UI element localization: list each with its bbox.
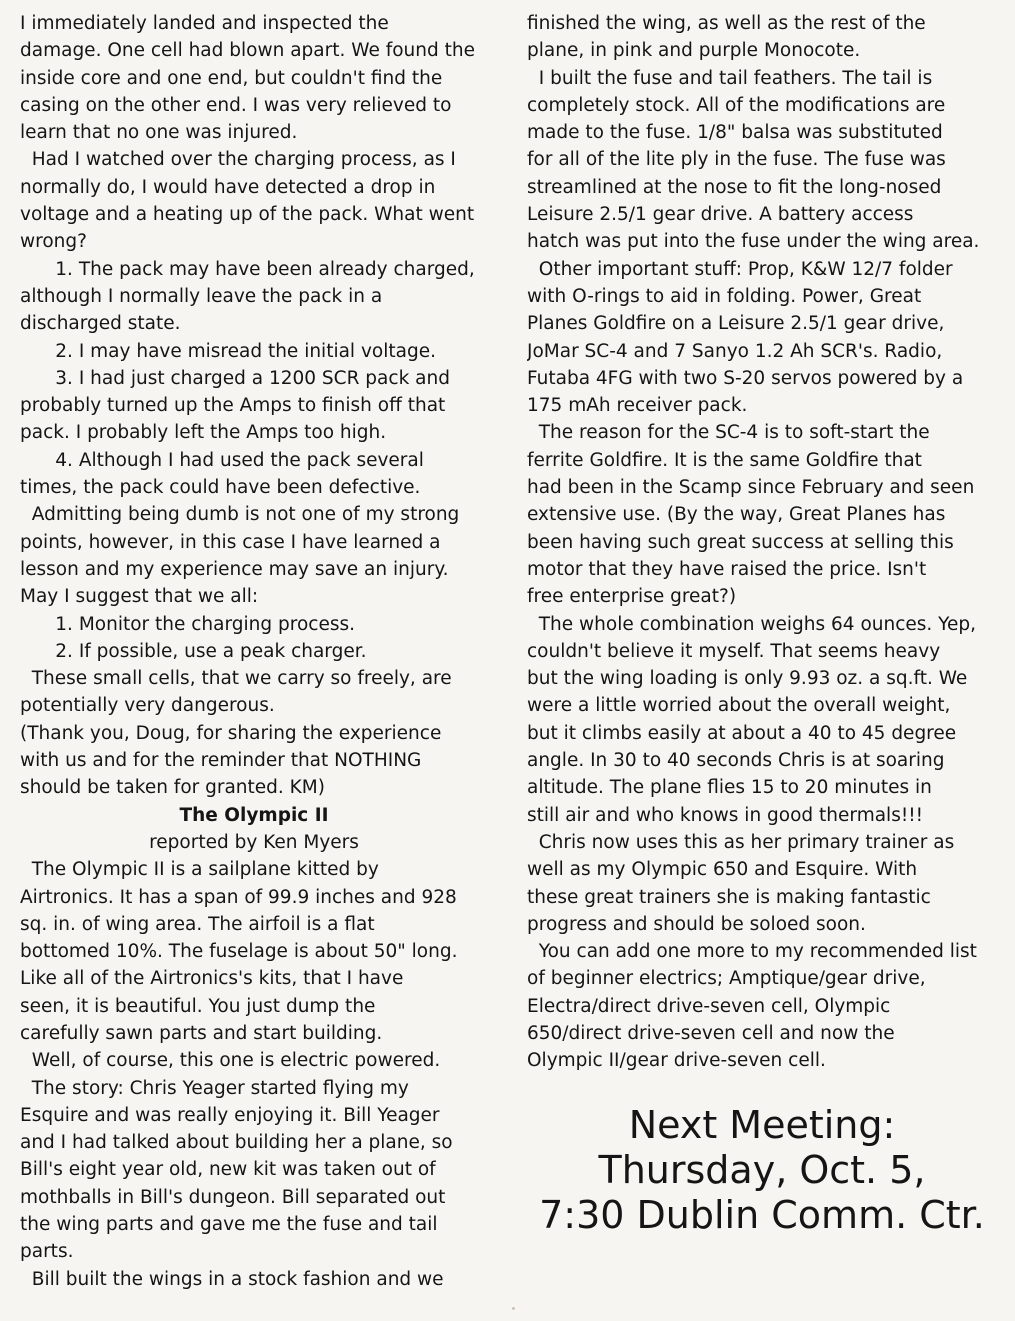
text-line: Futaba 4FG with two S-20 servos powered by a	[527, 367, 964, 389]
text-line: potentially very dangerous.	[20, 695, 275, 717]
text-line: angle. In 30 to 40 seconds Chris is at soaring	[527, 750, 945, 772]
text-line: 650/direct drive-seven cell and now the	[527, 1022, 895, 1044]
text-line: lesson and my experience may save an injury.	[20, 558, 449, 580]
article-byline: reported by Ken Myers	[149, 831, 359, 853]
text-line: 1. The pack may have been already charged,	[20, 258, 475, 280]
text-line: Like all of the Airtronics's kits, that I have	[20, 968, 404, 990]
text-line: (Thank you, Doug, for sharing the experience	[20, 722, 442, 744]
text-line: couldn't believe it myself. That seems heavy	[527, 640, 941, 662]
text-line: The story: Chris Yeager started flying my	[20, 1077, 409, 1099]
text-line: completely stock. All of the modifications are	[527, 94, 946, 116]
text-line: of beginner electrics; Amptique/gear drive,	[527, 968, 926, 990]
text-line: extensive use. (By the way, Great Planes has	[527, 504, 946, 526]
paper-speck	[512, 1307, 515, 1310]
notice-heading: Next Meeting:	[628, 1103, 896, 1147]
text-line: normally do, I would have detected a drop in	[20, 176, 436, 198]
text-line: the wing parts and gave me the fuse and tail	[20, 1214, 438, 1236]
text-line: probably turned up the Amps to finish off that	[20, 395, 446, 417]
text-line: Had I watched over the charging process, as I	[20, 149, 456, 171]
text-line: Airtronics. It has a span of 99.9 inches and 928	[20, 886, 457, 908]
text-line: sq. in. of wing area. The airfoil is a flat	[20, 913, 375, 935]
text-line: but it climbs easily at about a 40 to 45 degree	[527, 722, 957, 744]
text-line: The Olympic II is a sailplane kitted by	[20, 859, 379, 881]
text-line: finished the wing, as well as the rest of the	[527, 13, 926, 34]
notice-location: 7:30 Dublin Comm. Ctr.	[539, 1193, 985, 1237]
text-line: 4. Although I had used the pack several	[20, 449, 424, 471]
text-line: 1. Monitor the charging process.	[20, 613, 355, 635]
text-line: 2. I may have misread the initial voltage.	[20, 340, 436, 362]
text-line: Well, of course, this one is electric powered.	[20, 1050, 441, 1072]
text-line: these great trainers she is making fantastic	[527, 886, 931, 908]
text-line: hatch was put into the fuse under the wing area.	[527, 231, 980, 253]
text-line: I immediately landed and inspected the	[20, 13, 389, 34]
text-line: Esquire and was really enjoying it. Bill Yeager	[20, 1104, 440, 1126]
text-line: seen, it is beautiful. You just dump the	[20, 995, 376, 1017]
text-line: learn that no one was injured.	[20, 122, 298, 144]
text-line: discharged state.	[20, 313, 181, 335]
text-line: for all of the lite ply in the fuse. The fuse was	[527, 149, 946, 171]
text-line: Bill's eight year old, new kit was taken out of	[20, 1159, 436, 1181]
text-line: although I normally leave the pack in a	[20, 285, 383, 307]
text-line: The reason for the SC-4 is to soft-start the	[527, 422, 930, 444]
text-line: Other important stuff: Prop, K&W 12/7 folder	[527, 258, 953, 280]
text-line: and I had talked about building her a plane, so	[20, 1132, 453, 1154]
text-line: pack. I probably left the Amps too high.	[20, 422, 387, 444]
text-line: times, the pack could have been defective.	[20, 477, 421, 499]
text-line: May I suggest that we all:	[20, 586, 259, 608]
text-line: Admitting being dumb is not one of my strong	[20, 504, 460, 526]
text-line: 175 mAh receiver pack.	[527, 395, 748, 417]
left-text-column	[20, 10, 488, 1293]
text-line: free enterprise great?)	[527, 586, 737, 608]
text-line: JoMar SC-4 and 7 Sanyo 1.2 Ah SCR's. Radio,	[527, 340, 943, 362]
text-line: points, however, in this case I have learned a	[20, 531, 441, 553]
text-line: should be taken for granted. KM)	[20, 777, 325, 799]
text-line: been having such great success at selling this	[527, 531, 954, 553]
text-line: parts.	[20, 1241, 74, 1263]
notice-date: Thursday, Oct. 5,	[598, 1148, 926, 1192]
text-line: were a little worried about the overall weight,	[527, 695, 951, 717]
text-line: bottomed 10%. The fuselage is about 50" long.	[20, 941, 458, 963]
text-line: inside core and one end, but couldn't find the	[20, 67, 443, 89]
text-line: plane, in pink and purple Monocote.	[527, 40, 861, 62]
right-text-column	[527, 10, 997, 1075]
text-line: had been in the Scamp since February and seen	[527, 477, 975, 499]
text-line: 2. If possible, use a peak charger.	[20, 640, 367, 662]
next-meeting-notice	[527, 1103, 997, 1238]
text-line: Electra/direct drive-seven cell, Olympic	[527, 995, 891, 1017]
text-line: Chris now uses this as her primary trainer as	[527, 831, 955, 853]
article-title: The Olympic II	[179, 804, 329, 826]
text-line: damage. One cell had blown apart. We found the	[20, 40, 475, 62]
text-line: carefully sawn parts and start building.	[20, 1022, 383, 1044]
text-line: Planes Goldfire on a Leisure 2.5/1 gear drive,	[527, 313, 945, 335]
text-line: still air and who knows in good thermals!!!	[527, 804, 924, 826]
text-line: with O-rings to aid in folding. Power, Great	[527, 285, 922, 307]
text-line: altitude. The plane flies 15 to 20 minutes in	[527, 777, 932, 799]
text-line: wrong?	[20, 231, 87, 253]
text-line: Leisure 2.5/1 gear drive. A battery access	[527, 204, 914, 226]
text-line: casing on the other end. I was very relieved to	[20, 94, 452, 116]
text-line: with us and for the reminder that NOTHING	[20, 750, 422, 772]
text-line: progress and should be soloed soon.	[527, 913, 866, 935]
text-line: motor that they have raised the price. Isn't	[527, 558, 927, 580]
text-line: These small cells, that we carry so freely, are	[20, 668, 452, 690]
text-line: 3. I had just charged a 1200 SCR pack and	[20, 367, 450, 389]
text-line: You can add one more to my recommended list	[527, 941, 977, 963]
text-line: The whole combination weighs 64 ounces. Yep,	[527, 613, 977, 635]
text-line: well as my Olympic 650 and Esquire. With	[527, 859, 918, 881]
text-line: I built the fuse and tail feathers. The tail is	[527, 67, 933, 89]
text-line: but the wing loading is only 9.93 oz. a sq.ft. We	[527, 668, 968, 690]
text-line: made to the fuse. 1/8" balsa was substituted	[527, 122, 943, 144]
text-line: Bill built the wings in a stock fashion and we	[20, 1268, 444, 1290]
text-line: mothballs in Bill's dungeon. Bill separated out	[20, 1186, 446, 1208]
text-line: streamlined at the nose to fit the long-nosed	[527, 176, 942, 198]
text-line: Olympic II/gear drive-seven cell.	[527, 1050, 826, 1072]
text-line: voltage and a heating up of the pack. What went	[20, 204, 475, 226]
text-line: ferrite Goldfire. It is the same Goldfire that	[527, 449, 922, 471]
